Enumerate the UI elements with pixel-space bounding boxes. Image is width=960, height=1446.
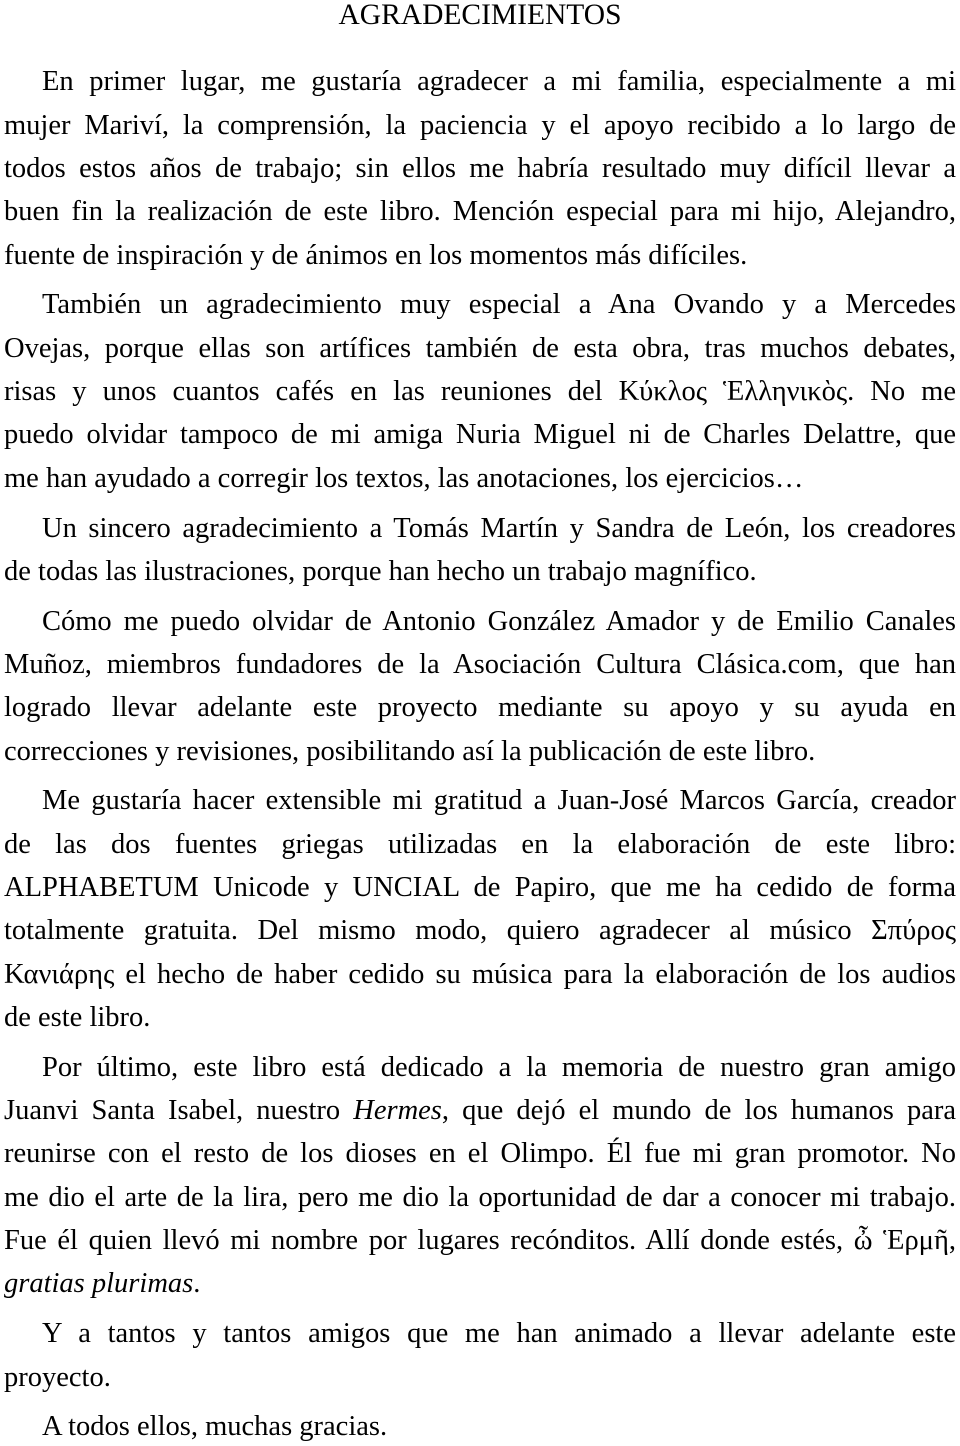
text-line: A todos ellos, muchas gracias. <box>42 1410 388 1442</box>
text-line <box>4 1089 956 1132</box>
text-line: me han ayudado a corregir los textos, las anotaciones, los ejercicios… <box>4 462 804 494</box>
paragraph-fonts-music <box>4 779 956 1039</box>
text-line: Ovejas, porque ellas son artífices también de esta obra, tras muchos debates, <box>4 332 956 364</box>
text-line: reunirse con el resto de los dioses en el Olimpo. Él fue mi gran promotor. No <box>4 1138 956 1170</box>
text-line: me dio el arte de la lira, pero me dio la oportunidad de dar a conocer mi trabajo. <box>4 1181 956 1213</box>
paragraph-collaborators <box>4 283 956 499</box>
text-line <box>4 1262 956 1305</box>
paragraph-friends <box>4 1312 956 1399</box>
text-segment: , que dejó el mundo de los humanos para <box>441 1095 956 1127</box>
text-line: correcciones y revisiones, posibilitando así la publicación de este libro. <box>4 735 816 767</box>
text-segment: Juanvi Santa Isabel, nuestro <box>4 1095 354 1127</box>
paragraph-family <box>4 60 956 276</box>
text-line: mujer Mariví, la comprensión, la paciencia y el apoyo recibido a lo largo de <box>4 109 956 141</box>
text-line: En primer lugar, me gustaría agradecer a mi familia, especialmente a mi <box>42 66 956 98</box>
text-line: Κανιάρης el hecho de haber cedido su música para la elaboración de los audios <box>4 958 956 990</box>
paragraph-closing <box>4 1409 956 1445</box>
text-line: Y a tantos y tantos amigos que me han animado a llevar adelante este <box>42 1318 956 1350</box>
text-line: ALPHABETUM Unicode y UNCIAL de Papiro, que me ha cedido de forma <box>4 872 956 904</box>
text-line: proyecto. <box>4 1361 111 1393</box>
text-line: todos estos años de trabajo; sin ellos me habría resultado muy difícil llevar a <box>4 152 956 184</box>
text-line: Un sincero agradecimiento a Tomás Martín y Sandra de León, los creadores <box>42 512 956 544</box>
text-line: Fue él quien llevó mi nombre por lugares recónditos. Allí donde estés, ὦ Ἑρμῆ, <box>4 1225 956 1257</box>
page-title: AGRADECIMIENTOS <box>338 0 622 31</box>
paragraph-dedication <box>4 1046 956 1306</box>
text-line: totalmente gratuita. Del mismo modo, quiero agradecer al músico Σπύρος <box>4 915 956 947</box>
text-line: También un agradecimiento muy especial a Ana Ovando y a Mercedes <box>42 289 956 321</box>
italic-name-hermes: Hermes <box>353 1095 442 1127</box>
text-line: risas y unos cuantos cafés en las reuniones del Κύκλος Ἑλληνικὸς. No me <box>4 376 956 408</box>
text-line: logrado llevar adelante este proyecto mediante su apoyo y su ayuda en <box>4 692 956 724</box>
text-segment: . <box>193 1268 201 1300</box>
text-line: de las dos fuentes griegas utilizadas en la elaboración de este libro: <box>4 828 956 860</box>
text-line: Me gustaría hacer extensible mi gratitud a Juan-José Marcos García, creador <box>42 785 956 817</box>
text-line: buen fin la realización de este libro. Mención especial para mi hijo, Alejandro, <box>4 196 956 228</box>
text-line: Cómo me puedo olvidar de Antonio González Amador y de Emilio Canales <box>42 605 956 637</box>
text-line: puedo olvidar tampoco de mi amiga Nuria Miguel ni de Charles Delattre, que <box>4 419 956 451</box>
text-line: Por último, este libro está dedicado a la memoria de nuestro gran amigo <box>42 1051 956 1083</box>
paragraph-illustrators <box>4 507 956 594</box>
text-line: Muñoz, miembros fundadores de la Asociación Cultura Clásica.com, que han <box>4 648 956 680</box>
paragraph-association <box>4 600 956 773</box>
text-line: fuente de inspiración y de ánimos en los momentos más difíciles. <box>4 239 748 271</box>
text-line: de todas las ilustraciones, porque han hecho un trabajo magnífico. <box>4 555 757 587</box>
italic-latin-phrase: gratias plurimas <box>4 1268 194 1300</box>
text-line: de este libro. <box>4 1001 151 1033</box>
